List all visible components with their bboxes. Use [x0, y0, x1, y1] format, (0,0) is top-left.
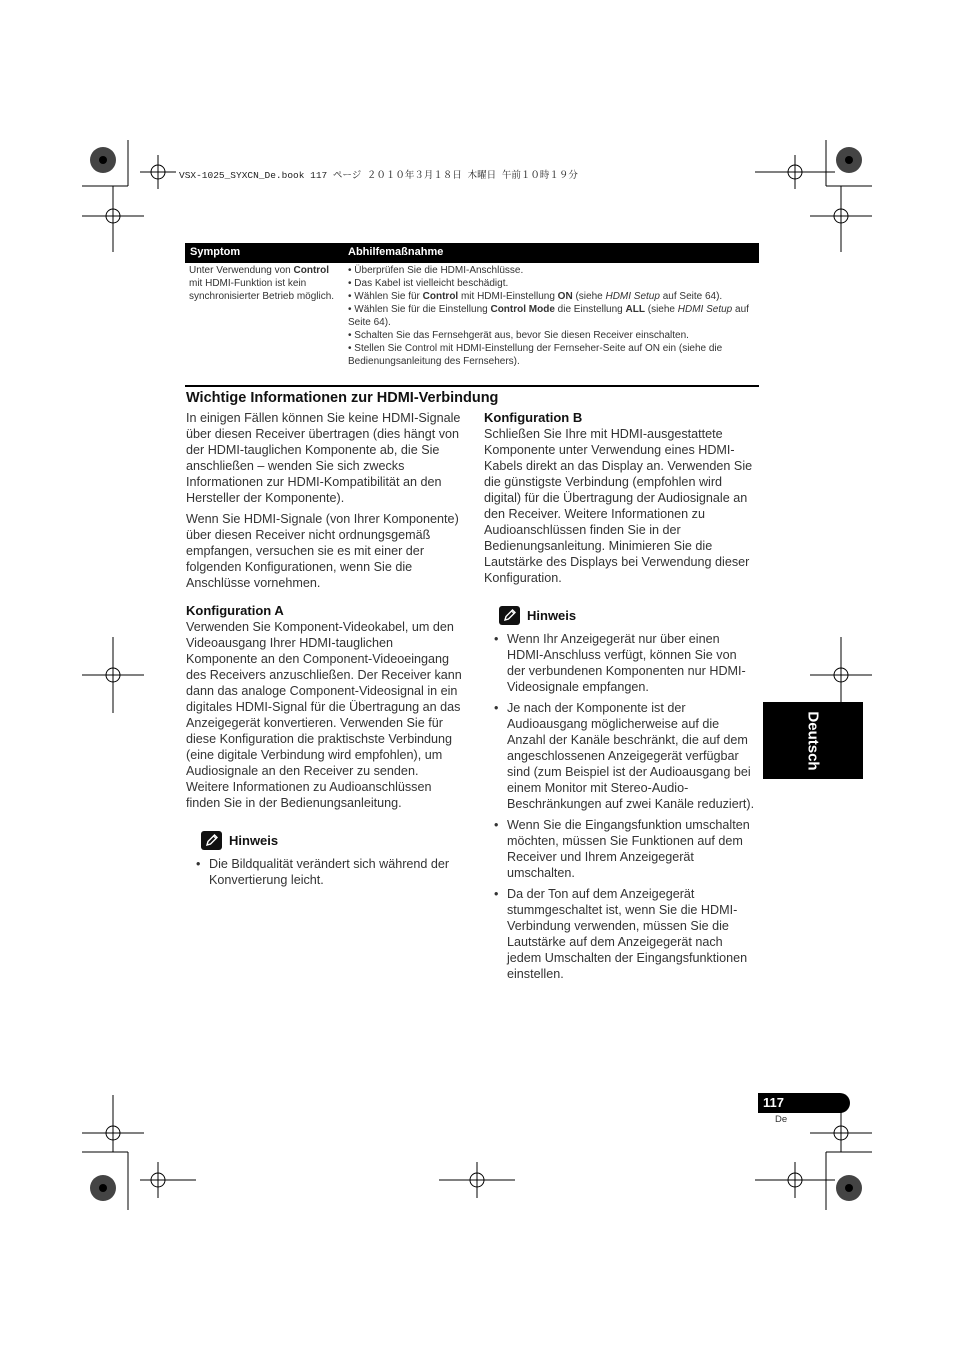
file-header-line: VSX-1025_SYXCN_De.book 117 ページ ２０１０年３月１８日 木曜日 午前１０時１９分: [179, 170, 578, 181]
table-bottom-rule: [185, 385, 759, 387]
list-item: • Die Bildqualität verändert sich während der Konvertierung leicht.: [196, 856, 462, 888]
table-cell-remedy: [348, 264, 758, 368]
konfiguration-b-heading: Konfiguration B: [484, 410, 583, 425]
column-header-remedy: Abhilfemaßnahme: [348, 246, 444, 258]
pencil-note-icon: [499, 606, 520, 625]
language-tab-label: Deutsch: [804, 710, 822, 771]
pencil-note-icon: [201, 831, 222, 850]
paragraph: Verwenden Sie Komponent-Videokabel, um den Videoausgang Ihrer HDMI-tauglichen Komponente an den Component-Videoeingang des Receivers anzuschließen. Der Receiver kann dann das analoge Component-Videosignal in ein digitales HDMI-Signal für die Übertragung an das Anzeigegerät konvertieren. Verwenden Sie für diese Konfiguration die praktischste Verbindung (eine digitale Verbindung wird empfohlen), um Audiosignale an den Receiver zu senden. Weitere Informationen zu Audioanschlüssen finden Sie in der Bedienungsanleitung.: [186, 620, 462, 810]
remedy-item: • Schalten Sie das Fernsehgerät aus, bevor Sie diesen Receiver einschalten.: [348, 330, 689, 341]
table-header: [185, 243, 759, 263]
paragraph: In einigen Fällen können Sie keine HDMI-Signale über diesen Receiver übertragen (dies hängt von der HDMI-tauglichen Komponente ab, die Sie anschließen – wenden Sie sich zwecks Informationen zur HDMI-Kompatibilität an den Hersteller der Komponente).: [186, 411, 461, 505]
page-number: 117: [763, 1095, 784, 1110]
page-number-badge: [758, 1093, 850, 1113]
note-title: Hinweis: [527, 607, 577, 623]
note-header: [499, 606, 756, 625]
left-column: [186, 410, 462, 893]
page-language-code: De: [775, 1114, 788, 1125]
right-column: [484, 410, 756, 987]
remedy-item: • Wählen Sie für die Einstellung Control Mode die Einstellung ALL (siehe HDMI Setup auf Seite 64).: [348, 304, 749, 328]
remedy-item: • Stellen Sie Control mit HDMI-Einstellung der Fernseher-Seite auf ON ein (siehe die Bedienungsanleitung des Fernsehers).: [348, 343, 723, 367]
note-header: [201, 831, 462, 850]
list-item: • Wenn Sie die Eingangsfunktion umschalten möchten, müssen Sie Funktionen auf dem Receiver und Ihrem Anzeigegerät umschalten.: [494, 817, 756, 881]
note-list: [494, 631, 756, 982]
note-list: [196, 856, 462, 888]
table-cell-symptom: Unter Verwendung von Control mit HDMI-Funktion ist kein synchronisierter Betrieb möglich.: [189, 265, 335, 302]
remedy-item: • Das Kabel ist vielleicht beschädigt.: [348, 278, 509, 289]
section-title: Wichtige Informationen zur HDMI-Verbindung: [186, 390, 499, 406]
language-side-tab: [763, 702, 863, 779]
konfiguration-a-heading: Konfiguration A: [186, 603, 284, 618]
column-header-symptom: Symptom: [190, 246, 241, 258]
remedy-item: • Wählen Sie für Control mit HDMI-Einstellung ON (siehe HDMI Setup auf Seite 64).: [348, 291, 723, 302]
remedy-item: • Überprüfen Sie die HDMI-Anschlüsse.: [348, 265, 524, 276]
paragraph: Schließen Sie Ihre mit HDMI-ausgestattete Komponente unter Verwendung eines HDMI-Kabels direkt an das Display an. Verwenden Sie die günstigste Verbindung (empfohlen wird digital) für die Übertragung der Audiosignale an den Receiver. Weitere Informationen zu Audioanschlüssen finden Sie in der Bedienungsanleitung. Minimieren Sie die Lautstärke des Displays bei Verwendung dieser Konfiguration.: [484, 427, 753, 585]
list-item: • Je nach der Komponente ist der Audioausgang möglicherweise auf die Anzahl der Kanäle beschränkt, die auf dem angeschlossenen Anzeigegerät verfügbar sind (zum Beispiel ist der Audioausgang bei einem Monitor mit Stereo-Audio-Beschränkungen auf zwei Kanäle reduziert).: [494, 700, 756, 812]
paragraph: Wenn Sie HDMI-Signale (von Ihrer Komponente) über diesen Receiver nicht ordnungsgemäß empfangen, versuchen sie es mit einer der folgenden Konfigurationen, wenn Sie die Anschlüsse vornehmen.: [186, 512, 459, 590]
list-item: • Wenn Ihr Anzeigegerät nur über einen HDMI-Anschluss verfügt, können Sie von der verbundenen Komponenten nur HDMI-Videosignale empfangen.: [494, 631, 756, 695]
note-title: Hinweis: [229, 832, 279, 848]
list-item: • Da der Ton auf dem Anzeigegerät stummgeschaltet ist, wenn Sie die HDMI-Verbindung verwenden, müssen Sie die Lautstärke auf dem Anzeigegerät nach jedem Umschalten der Eingangsfunktionen einstellen.: [494, 886, 756, 982]
